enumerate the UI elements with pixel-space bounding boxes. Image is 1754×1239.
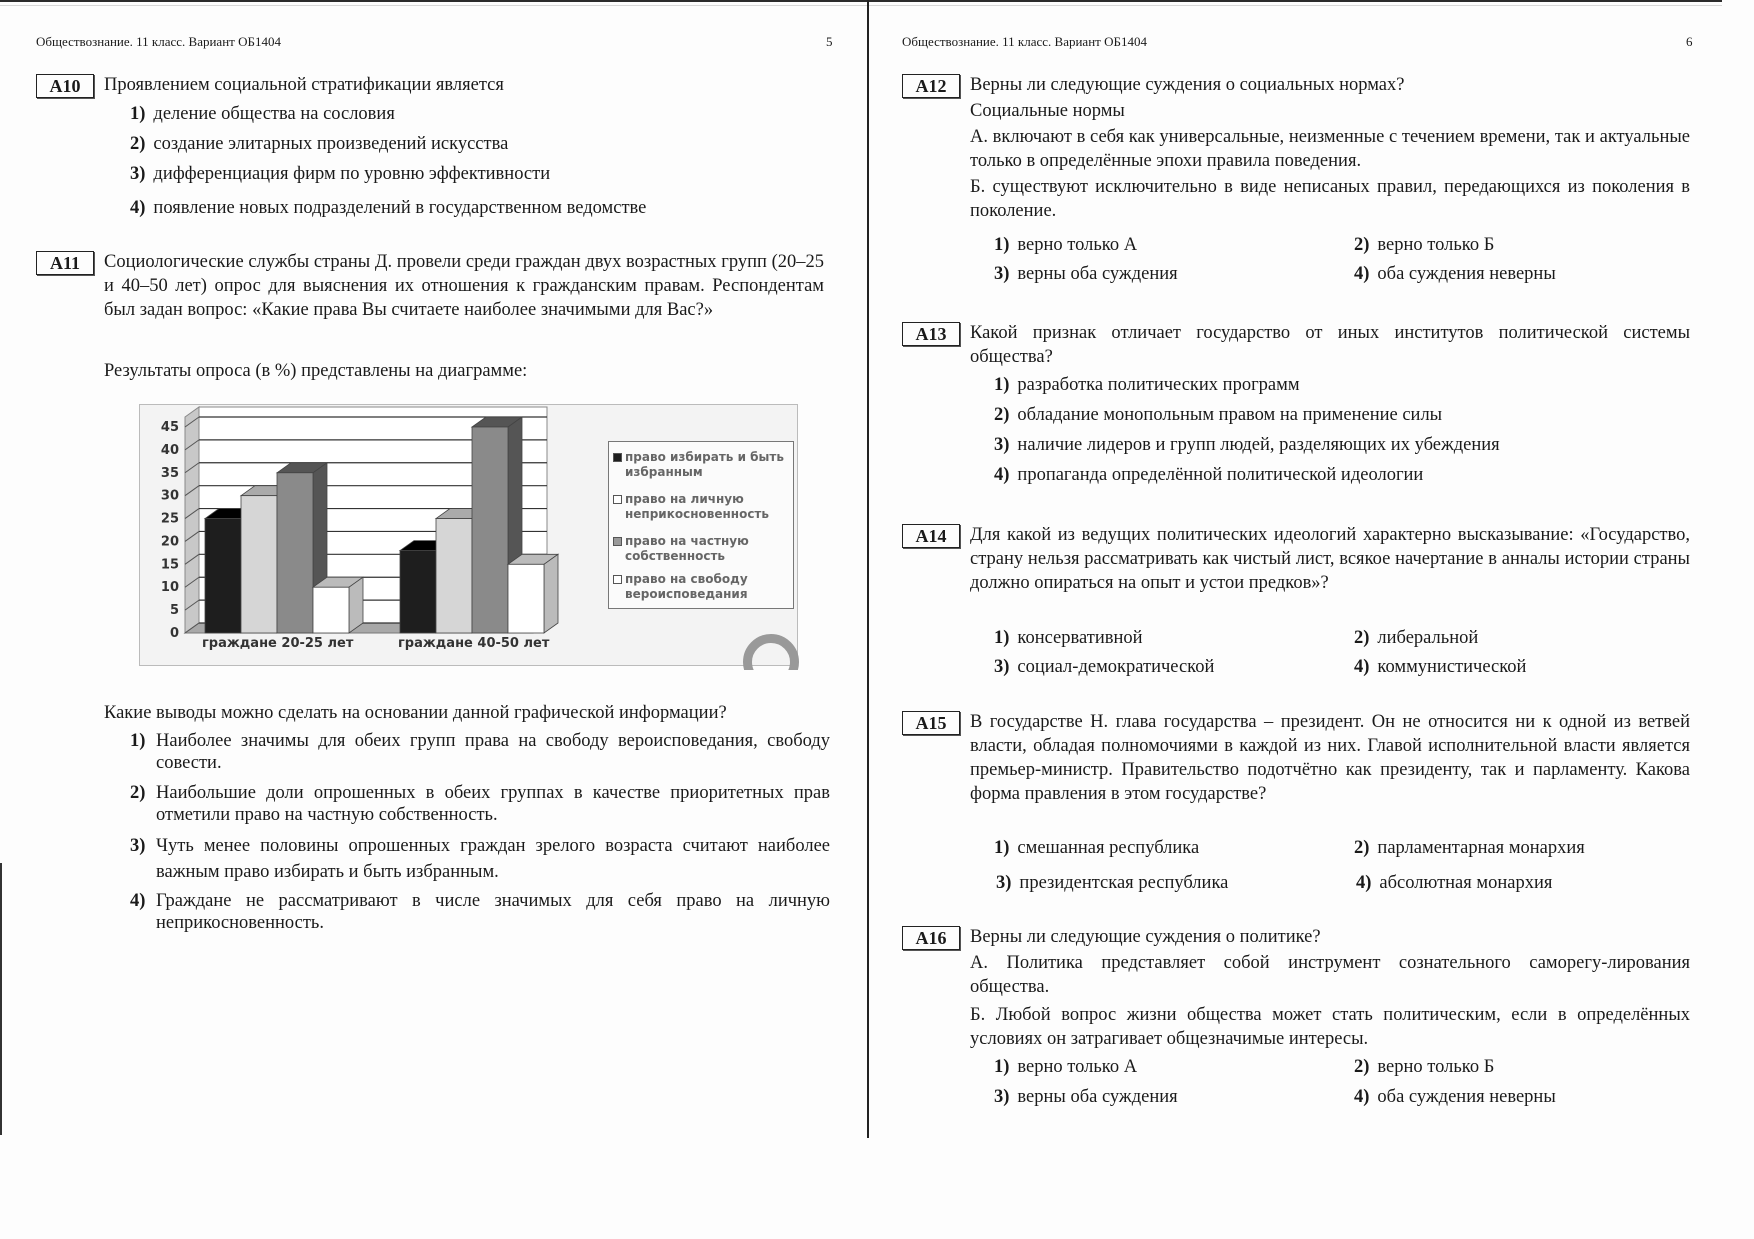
option-4: 4) коммунистической (1354, 657, 1527, 677)
question-text: Для какой из ведущих политических идеологий характерно высказывание: «Государство, страну нельзя рассматривать как чистый лист, всякое начертание в анналы истории страны должно опираться на опыт и устои предков»? (970, 525, 1690, 593)
option-3: 3) верны оба суждения (994, 1087, 1178, 1107)
page-number: 5 (826, 34, 833, 49)
option-1: 1) деление общества на сословия (130, 104, 395, 124)
svg-text:35: 35 (160, 465, 179, 481)
question-text: В государстве Н. глава государства – президент. Он не относится ни к одной из ветвей власти, обладая полномочиями в каждой из них. Главой исполнительной власти является премьер-министр. Правительство подотчётно как президенту, так и парламенту. Какова форма правления в этом государстве? (970, 712, 1690, 804)
option-2: 2) создание элитарных произведений искусства (130, 134, 509, 154)
question-text: Верны ли следующие суждения о политике? (970, 927, 1321, 947)
option-1: 1) разработка политических программ (994, 375, 1300, 395)
question-label: A14 (902, 524, 960, 548)
x-category-label: граждане 40-50 лет (398, 636, 550, 651)
a12-statement-a: А. включают в себя как универсальные, неизменные с течением времени, так и актуальные только в определённые эпохи правила поведения. (970, 127, 1690, 171)
a16-statement-a: А. Политика представляет собой инструмент сознательного саморегу-лирования общества. (970, 953, 1690, 997)
svg-text:25: 25 (160, 511, 179, 527)
bar-chart (139, 404, 798, 666)
option-1: 1) консервативной (994, 628, 1143, 648)
svg-text:45: 45 (160, 420, 179, 435)
legend-item: право избирать и быть избранным (613, 450, 789, 480)
question-text: Проявлением социальной стратификации является (104, 75, 504, 95)
a12-statement-b: Б. существуют исключительно в виде неписаных правил, передающихся из поколения в поколение. (970, 177, 1690, 221)
question-label: A15 (902, 711, 960, 735)
option-1: 1) смешанная республика (994, 838, 1200, 858)
page-number: 6 (1686, 34, 1693, 49)
svg-text:10: 10 (160, 580, 179, 596)
svg-text:0: 0 (169, 626, 179, 641)
running-header: Обществознание. 11 класс. Вариант ОБ1404 (902, 34, 1147, 49)
running-header: Обществознание. 11 класс. Вариант ОБ1404 (36, 34, 281, 49)
a12-subtitle: Социальные нормы (970, 101, 1125, 121)
question-label: A13 (902, 322, 960, 346)
option-1: 1) верно только А (994, 235, 1138, 255)
chart-legend (608, 441, 794, 609)
legend-swatch (613, 575, 622, 584)
a16-statement-b: Б. Любой вопрос жизни общества может стать политическим, если в определённых условиях он затрагивает общезначимые интересы. (970, 1005, 1690, 1049)
question-text: Верны ли следующие суждения о социальных нормах? (970, 75, 1405, 95)
page-top-border (0, 0, 1722, 2)
question-text: Какой признак отличает государство от иных институтов политической системы общества? (970, 323, 1690, 367)
option-3: 3) верны оба суждения (994, 264, 1178, 284)
option-2: 2) верно только Б (1354, 235, 1495, 255)
legend-item: право на частную собственность (613, 534, 789, 564)
option-2: 2) парламентарная монархия (1354, 838, 1585, 858)
a11-option-4: 4) Граждане не рассматривают в числе значимых для себя право на личную неприкосновенность. (130, 891, 830, 933)
question-label: A12 (902, 74, 960, 98)
a11-question2: Какие выводы можно сделать на основании данной графической информации? (104, 703, 727, 723)
option-4: 4) оба суждения неверны (1354, 264, 1556, 284)
option-2: 2) обладание монопольным правом на применение силы (994, 405, 1443, 425)
question-label: A16 (902, 926, 960, 950)
option-2: 2) верно только Б (1354, 1057, 1495, 1077)
option-1: 1) верно только А (994, 1057, 1138, 1077)
svg-text:30: 30 (160, 488, 179, 504)
legend-swatch (613, 495, 622, 504)
legend-item: право на свободу вероисповедания (613, 572, 789, 602)
a11-option-3: 3) Чуть менее половины опрошенных граждан зрелого возраста считают наиболее важным право избирать и быть избранным. (130, 836, 830, 882)
option-4: 4) пропаганда определённой политической идеологии (994, 465, 1424, 485)
page-divider (867, 0, 869, 1138)
question-label: A11 (36, 251, 94, 275)
a11-option-2: 2) Наибольшие доли опрошенных в обеих группах в качестве приоритетных прав отметили право на частную собственность. (130, 783, 830, 825)
question-label: A10 (36, 74, 94, 98)
legend-item: право на личную неприкосновенность (613, 492, 789, 522)
option-4: 4) абсолютная монархия (1356, 873, 1553, 893)
svg-text:15: 15 (160, 557, 179, 573)
svg-text:20: 20 (160, 534, 179, 550)
option-3: 3) социал-демократической (994, 657, 1215, 677)
option-2: 2) либеральной (1354, 628, 1479, 648)
question-text: Социологические службы страны Д. провели среди граждан двух возрастных групп (20–25 и 40–50 лет) опрос для выяснения их отношения к гражданским правам. Респондентам был задан вопрос: «Какие права Вы считаете наиболее значимыми для Вас?» (104, 252, 824, 320)
results-intro: Результаты опроса (в %) представлены на диаграмме: (104, 361, 528, 381)
option-3: 3) президентская республика (996, 873, 1229, 893)
left-edge-line (0, 863, 2, 1135)
option-3: 3) дифференциация фирм по уровню эффективности (130, 164, 551, 184)
a11-option-1: 1) Наиболее значимы для обеих групп права на свободу вероисповедания, свободу совести. (130, 731, 830, 773)
svg-text:40: 40 (160, 442, 179, 458)
page-top-border-shadow (0, 5, 1722, 6)
option-4: 4) оба суждения неверны (1354, 1087, 1556, 1107)
option-3: 3) наличие лидеров и групп людей, разделяющих их убеждения (994, 435, 1500, 455)
x-category-label: граждане 20-25 лет (202, 636, 354, 651)
option-4: 4) появление новых подразделений в государственном ведомстве (130, 198, 647, 218)
legend-swatch (613, 453, 622, 462)
svg-text:5: 5 (169, 603, 179, 619)
legend-swatch (613, 537, 622, 546)
scan-artifact (743, 634, 803, 670)
